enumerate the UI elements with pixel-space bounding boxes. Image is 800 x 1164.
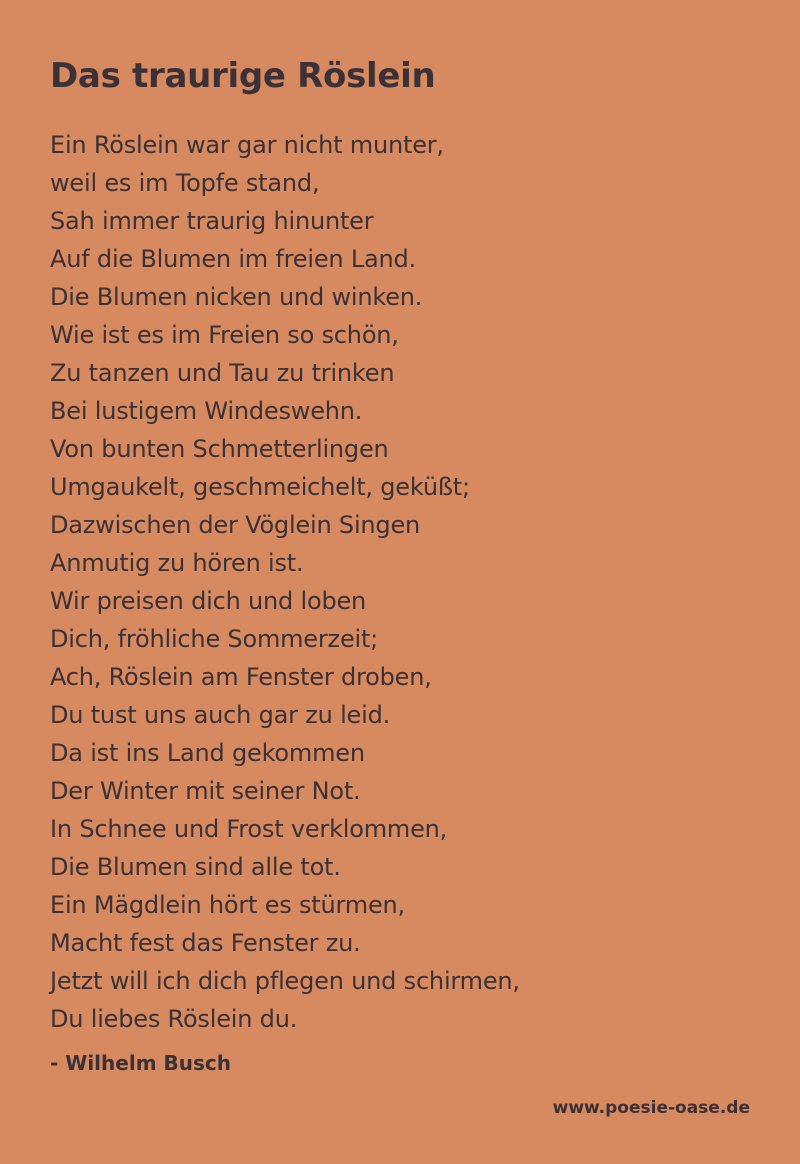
- poem-line: Die Blumen sind alle tot.: [50, 853, 341, 881]
- poem-line: Die Blumen nicken und winken.: [50, 283, 423, 311]
- poem-body: [50, 126, 520, 1038]
- poem-line: Wir preisen dich und loben: [50, 587, 367, 615]
- poem-line: Von bunten Schmetterlingen: [50, 435, 389, 463]
- poem-line: Wie ist es im Freien so schön,: [50, 321, 399, 349]
- poem-line: Sah immer traurig hinunter: [50, 207, 374, 235]
- poem-line: Bei lustigem Windeswehn.: [50, 397, 363, 425]
- poem-line: Auf die Blumen im freien Land.: [50, 245, 416, 273]
- poem-line: Ein Röslein war gar nicht munter,: [50, 131, 444, 159]
- poem-author: - Wilhelm Busch: [50, 1051, 231, 1075]
- poem-line: Umgaukelt, geschmeichelt, geküßt;: [50, 473, 470, 501]
- poem-line: Da ist ins Land gekommen: [50, 739, 365, 767]
- poem-line: Jetzt will ich dich pflegen und schirmen,: [50, 967, 520, 995]
- poem-line: Der Winter mit seiner Not.: [50, 777, 361, 805]
- poem-line: weil es im Topfe stand,: [50, 169, 320, 197]
- poem-line: In Schnee und Frost verklommen,: [50, 815, 448, 843]
- poem-line: Du liebes Röslein du.: [50, 1005, 298, 1033]
- poem-line: Macht fest das Fenster zu.: [50, 929, 361, 957]
- poem-title: Das traurige Röslein: [50, 56, 436, 96]
- poem-line: Anmutig zu hören ist.: [50, 549, 304, 577]
- poem-line: Zu tanzen und Tau zu trinken: [50, 359, 395, 387]
- website-watermark: www.poesie-oase.de: [552, 1098, 750, 1118]
- poem-line: Dazwischen der Vöglein Singen: [50, 511, 421, 539]
- poem-line: Du tust uns auch gar zu leid.: [50, 701, 391, 729]
- poem-line: Dich, fröhliche Sommerzeit;: [50, 625, 379, 653]
- poem-line: Ach, Röslein am Fenster droben,: [50, 663, 432, 691]
- poem-line: Ein Mägdlein hört es stürmen,: [50, 891, 405, 919]
